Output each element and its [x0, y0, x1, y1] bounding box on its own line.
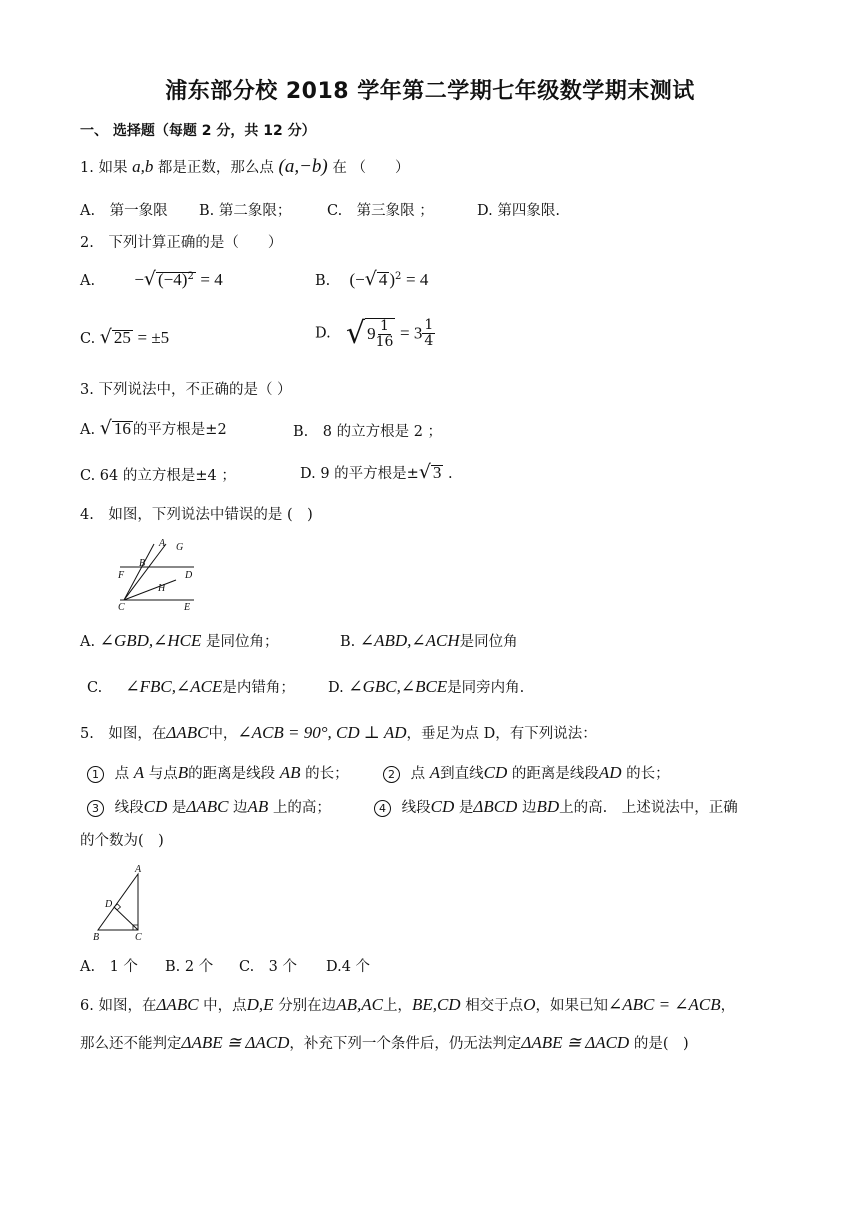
- q5-text-c: ，垂足为点 D，有下列说法：: [406, 726, 597, 742]
- q5-label-a: A: [135, 864, 142, 875]
- q5-s2-t0: 点: [410, 766, 426, 782]
- q5-circle-1: 1: [87, 766, 104, 783]
- q5-option-a: A. 1 个: [80, 959, 138, 975]
- q5-s2-t4: 的距离是线段: [511, 766, 599, 782]
- q5-s3-t2: 是: [171, 800, 187, 816]
- q5-s1-t0: 点: [114, 766, 130, 782]
- q2-c-label: C.: [80, 331, 96, 347]
- q3-a-radicand: 16: [113, 419, 131, 438]
- q6-l2-cong1: ΔABE ≅ ΔACD: [181, 1033, 290, 1052]
- q5-s2-t6: 的长；: [626, 766, 670, 782]
- question-6-line-1: [80, 994, 735, 1015]
- q5-s1-m5: AB: [279, 763, 301, 782]
- q1-text-a: 1. 如果: [80, 160, 128, 176]
- q2-d-den: 16: [375, 333, 394, 350]
- q4-option-b: [340, 630, 518, 651]
- q6-l1-cond: ∠ABC = ∠ACB: [607, 995, 721, 1014]
- q4-c-expr: ∠FBC,∠ACE: [125, 677, 223, 696]
- q1-text-c: 在 （ ）: [332, 160, 410, 176]
- q4-label-b: B: [139, 558, 146, 569]
- q4-label-h: H: [158, 583, 166, 594]
- q5-statement-4: [374, 796, 738, 817]
- q5-s1-m3: B: [177, 763, 189, 782]
- q2-option-b: [315, 268, 428, 290]
- q6-l1-c: 分别在边: [278, 998, 337, 1014]
- q6-l1-segs: BE,CD: [411, 995, 461, 1014]
- q2-c-sqrt: √ 25: [99, 326, 131, 348]
- q6-l2-a: 那么还不能判定: [80, 1036, 182, 1052]
- q4-label-f: F: [118, 570, 125, 581]
- q2-b-close: ): [389, 270, 396, 289]
- q2-a-result: = 4: [200, 270, 223, 289]
- q4-label-a: A: [159, 538, 166, 549]
- q2-b-label: B.: [315, 273, 331, 289]
- q2-d-rden: 4: [424, 333, 434, 349]
- q5-label-b: B: [93, 932, 100, 943]
- q2-a-sqrt: √ $(-4)^2$: [143, 268, 194, 290]
- q5-condition: ∠ACB = 90°, CD ⊥ AD: [237, 723, 407, 742]
- q5-label-d: D: [105, 899, 113, 910]
- q5-s4-m5: BD: [536, 797, 560, 816]
- q6-l1-sides: AB,AC: [336, 995, 383, 1014]
- q4-label-e: E: [184, 602, 191, 613]
- q5-s4-t4: 边: [521, 800, 537, 816]
- q5-s3-m1: CD: [143, 797, 168, 816]
- q2-d-rnum: 1: [424, 317, 434, 333]
- q2-a-radicand: (−4): [158, 270, 188, 289]
- q1-option-d: D. 第四象限.: [477, 203, 560, 219]
- q3-option-a: [80, 417, 227, 439]
- q4-d-text: 是同旁内角.: [447, 680, 525, 696]
- q3-a-sqrt: √ 16: [99, 417, 131, 439]
- q3-d-end: .: [443, 466, 453, 482]
- q5-s4-t0: 线段: [401, 800, 431, 816]
- q6-l2-cong2: ΔABE ≅ ΔACD: [521, 1033, 630, 1052]
- q2-d-label: D.: [315, 325, 331, 342]
- q5-s1-t2: 与点: [148, 766, 178, 782]
- q2-a-label: A.: [80, 273, 96, 289]
- q1-option-b: B. 第二象限；: [199, 203, 292, 219]
- q3-option-b: B. 8 的立方根是 2 ；: [293, 424, 443, 440]
- q2-b-sqrt: √ 4: [364, 268, 388, 290]
- q4-a-text: 是同位角；: [206, 634, 279, 650]
- q4-c-text: 是内错角；: [222, 680, 295, 696]
- q1-vars: a,b: [132, 157, 154, 176]
- q1-text-b: 都是正数，那么点: [157, 160, 274, 176]
- q5-triangle: ΔABC: [166, 723, 209, 742]
- q6-l1-g: ，: [720, 998, 736, 1014]
- question-6-line-2: [80, 1032, 689, 1053]
- q5-s2-m1: A: [429, 763, 441, 782]
- q5-line-cd: [114, 907, 138, 930]
- q3-d-radicand: 3: [432, 463, 442, 482]
- q4-c-label: C.: [87, 680, 103, 696]
- q6-l1-b: 中，点: [203, 998, 247, 1014]
- q5-statement-3: [87, 796, 331, 817]
- q4-label-c: C: [118, 602, 125, 613]
- question-2-stem: 2. 下列计算正确的是（ ）: [80, 235, 283, 251]
- q5-s2-m5: AD: [598, 763, 622, 782]
- q4-option-d: [328, 676, 524, 697]
- q2-c-result: = ±5: [137, 328, 170, 347]
- q5-s4-t2: 是: [458, 800, 474, 816]
- q6-l1-o: O: [523, 995, 536, 1014]
- section-heading: 一、 选择题（每题 2 分，共 12 分）: [80, 123, 316, 139]
- q2-a-exp: 2: [187, 271, 194, 283]
- q5-s3-t6: 上的高；: [272, 800, 331, 816]
- q6-l1-e: 相交于点: [465, 998, 524, 1014]
- q5-s3-t4: 边: [233, 800, 248, 816]
- q6-l1-tri: ΔABC: [156, 995, 199, 1014]
- q2-b-exp: 2: [395, 271, 402, 283]
- q5-triangle-shape: [98, 874, 138, 930]
- q4-a-expr: ∠GBD,∠HCE: [99, 631, 202, 650]
- q4-option-c: [87, 676, 295, 697]
- q6-l1-f: ，如果已知: [535, 998, 608, 1014]
- q2-b-result: = 4: [406, 270, 429, 289]
- q4-d-expr: ∠GBC,∠BCE: [348, 677, 448, 696]
- q6-l1-d: 上，: [382, 998, 412, 1014]
- q6-l2-c: 的是( ): [633, 1036, 689, 1052]
- q5-text-a: 5. 如图，在: [80, 726, 167, 742]
- q5-option-c: C. 3 个: [239, 959, 298, 975]
- q6-l1-pts: D,E: [246, 995, 274, 1014]
- q2-c-radicand: 25: [113, 328, 131, 347]
- q5-circle-3: 3: [87, 800, 104, 817]
- q5-s3-m3: ΔABC: [186, 797, 229, 816]
- q2-option-d: [315, 316, 435, 351]
- q4-d-label: D.: [328, 680, 344, 696]
- q2-b-radicand: 4: [378, 270, 388, 289]
- q5-label-c: C: [135, 932, 142, 943]
- q3-option-d: [300, 461, 453, 483]
- q3-option-c: C. 64 的立方根是±4 ；: [80, 468, 236, 484]
- q3-a-text: 的平方根是±2: [132, 422, 227, 438]
- q4-a-label: A.: [80, 634, 96, 650]
- question-5-stem: [80, 722, 597, 743]
- q4-line-ca: [124, 544, 154, 600]
- q4-label-d: D: [185, 570, 193, 581]
- q2-a-minus: −: [134, 270, 144, 289]
- q1-option-c: C. 第三象限 ；: [327, 203, 434, 219]
- q2-d-sqrt: √ 9 $\frac{1}{16}$: [345, 316, 394, 351]
- q5-text-b: 中，: [208, 726, 238, 742]
- question-4-stem: 4. 如图，下列说法中错误的是 ( ): [80, 507, 313, 523]
- q5-s3-t0: 线段: [114, 800, 144, 816]
- q3-d-sqrt: √ 3: [418, 461, 442, 483]
- q5-s1-m1: A: [133, 763, 145, 782]
- q6-l2-b: ，补充下列一个条件后，仍无法判定: [289, 1036, 522, 1052]
- q2-option-a: [80, 268, 223, 290]
- q4-option-a: [80, 630, 279, 651]
- q6-l1-a: 6. 如图，在: [80, 998, 157, 1014]
- q4-b-text: 是同位角: [459, 634, 518, 650]
- q2-b-open: (−: [349, 270, 365, 289]
- q5-figure: [90, 862, 150, 944]
- q4-figure: [112, 536, 202, 614]
- question-1-stem: [80, 156, 409, 178]
- q4-b-expr: ∠ABD,∠ACH: [359, 631, 460, 650]
- page-title: 浦东部分校 2018 学年第二学期七年级数学期末测试: [165, 79, 695, 104]
- q1-point: (a,−b): [278, 156, 328, 177]
- q5-s4-m3: ΔBCD: [473, 797, 518, 816]
- q5-statement-1: [87, 762, 349, 783]
- q3-d-text: D. 9 的平方根是±: [300, 466, 419, 482]
- q5-s1-t6: 的长；: [305, 766, 349, 782]
- q5-statement-2: [383, 762, 670, 783]
- question-3-stem: 3. 下列说法中，不正确的是（ ）: [80, 382, 292, 398]
- q2-d-result-frac: [422, 318, 435, 349]
- q4-b-label: B.: [340, 634, 356, 650]
- q2-d-frac: [376, 319, 394, 350]
- q5-s3-m5: AB: [247, 797, 269, 816]
- q2-d-num: 1: [380, 317, 389, 334]
- q2-d-whole: 9: [367, 324, 376, 343]
- q5-s4-t6: 上的高. 上述说法中，正确: [559, 800, 738, 816]
- q5-s1-t4: 的距离是线段: [188, 766, 276, 782]
- q3-a-label: A.: [80, 422, 96, 438]
- q5-tail: 的个数为( ): [80, 833, 164, 849]
- q2-d-eq: = 3: [400, 323, 423, 343]
- q1-option-a: A. 第一象限: [80, 203, 168, 219]
- q5-option-b: B. 2 个: [165, 959, 214, 975]
- q5-circle-4: 4: [374, 800, 391, 817]
- q5-circle-2: 2: [383, 766, 400, 783]
- q5-s2-t2: 到直线: [440, 766, 484, 782]
- q4-label-g: G: [176, 542, 184, 553]
- q5-s4-m1: CD: [430, 797, 455, 816]
- q5-s2-m3: CD: [483, 763, 508, 782]
- q5-option-d: D.4 个: [326, 959, 371, 975]
- q2-option-c: [80, 326, 169, 348]
